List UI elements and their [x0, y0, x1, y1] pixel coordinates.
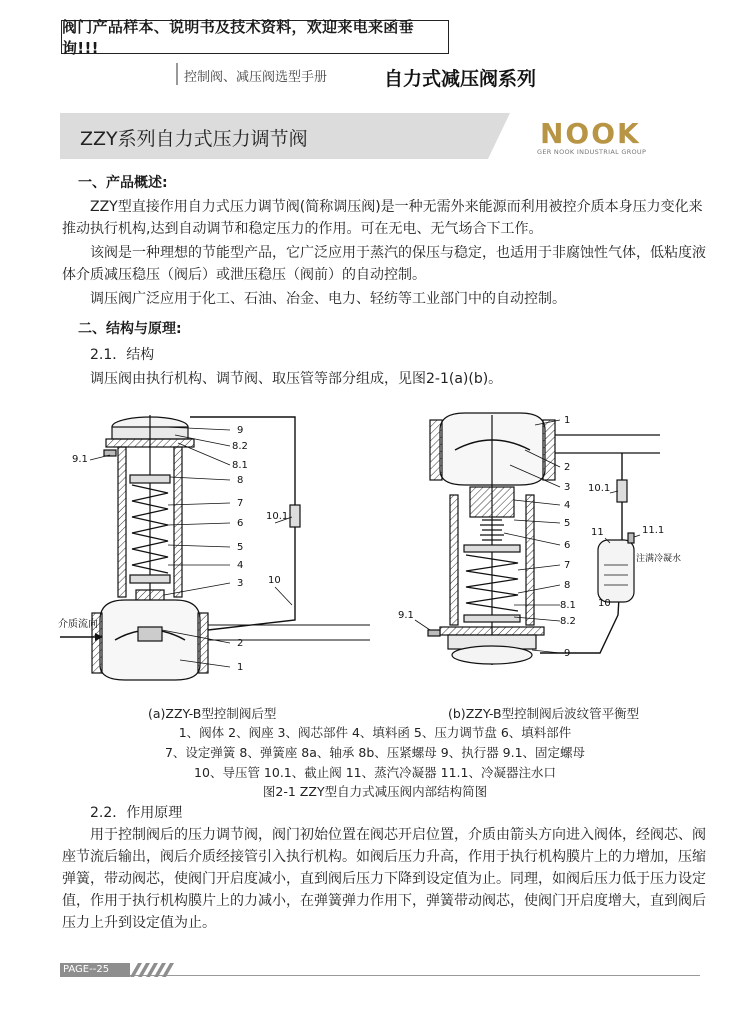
- legend-line-1: 1、阀体 2、阀座 3、阀芯部件 4、填料函 5、压力调节盘 6、填料部件: [178, 725, 572, 740]
- overview-p1-line2: 推动执行机构,达到自动调节和稳定压力的作用。可在无电、无气场合下工作。: [62, 221, 543, 237]
- header-divider: [176, 63, 178, 85]
- figure-title: 图2-1 ZZY型自力式减压阀内部结构简图: [262, 784, 488, 799]
- label-a-6: 6: [237, 518, 244, 529]
- label-b-3: 3: [564, 482, 571, 493]
- caption-b: (b)ZZY-B型控制阀后波纹管平衡型: [448, 706, 640, 721]
- contact-banner: 阀门产品样本、说明书及技术资料，欢迎来电来函垂询!!!: [61, 20, 449, 54]
- label-b-11-1: 11.1: [642, 525, 665, 536]
- label-a-2: 2: [237, 638, 244, 649]
- footer-stripes: [130, 963, 180, 977]
- overview-p3: 调压阀广泛应用于化工、石油、冶金、电力、轻纺等工业部门中的自动控制。: [90, 291, 566, 307]
- label-a-5: 5: [237, 542, 244, 553]
- water-label: 注满冷凝水: [636, 554, 682, 564]
- header-subtitle: 控制阀、减压阀选型手册: [184, 70, 328, 85]
- structure-subheading: 2.1．结构: [90, 347, 155, 363]
- label-b-9: 9: [564, 648, 571, 659]
- label-a-10-1: 10.1: [266, 511, 289, 522]
- label-a-7: 7: [237, 498, 244, 509]
- overview-p2-line1: 该阀是一种理想的节能型产品，它广泛应用于蒸汽的保压与稳定，也适用于非腐蚀性气体，低粘度液: [90, 245, 706, 261]
- label-b-8: 8: [564, 580, 571, 591]
- principle-subheading: 2.2．作用原理: [90, 805, 183, 821]
- principle-line-3: 弹簧，带动阀芯，使阀门开启度减小，直到阀后压力下降到设定值为止。同理，如阀后压力低于压力设定: [62, 871, 706, 887]
- flow-label: 介质流向: [58, 619, 98, 630]
- flow-arrow: [60, 633, 103, 641]
- principle-line-1: 用于控制阀后的压力调节阀，阀门初始位置在阀芯开启位置，介质由箭头方向进入阀体，经阀芯、阀: [90, 827, 706, 843]
- overview-p2-line2: 体介质减压稳压（阀后）或泄压稳压（阀前）的自动控制。: [62, 267, 426, 283]
- overview-p1-line1: ZZY型直接作用自力式压力调节阀(简称调压阀)是一种无需外来能源而利用被控介质本身压力变化来: [90, 199, 703, 215]
- diagram-a: [92, 415, 370, 680]
- caption-a: (a)ZZY-B型控制阀后型: [148, 706, 277, 721]
- label-b-10: 10: [598, 598, 611, 609]
- label-a-9: 9: [237, 425, 244, 436]
- page-title: ZZY系列自力式压力调节阀: [80, 128, 308, 150]
- structure-text: 调压阀由执行机构、调节阀、取压管等部分组成，见图2-1(a)(b)。: [90, 371, 503, 387]
- label-b-8-2: 8.2: [560, 616, 576, 627]
- valve-structure-diagram: [58, 405, 690, 690]
- section-heading-overview: 一、产品概述:: [78, 175, 168, 191]
- label-b-1: 1: [564, 415, 571, 426]
- section-heading-structure: 二、结构与原理:: [78, 321, 182, 337]
- label-b-2: 2: [564, 462, 571, 473]
- label-b-9-1: 9.1: [398, 610, 414, 621]
- label-a-8-2: 8.2: [232, 441, 248, 452]
- title-band-slash: [488, 113, 510, 159]
- label-a-8-1: 8.1: [232, 460, 248, 471]
- label-a-3: 3: [237, 578, 244, 589]
- page-number: PAGE--25: [63, 964, 110, 975]
- label-a-8: 8: [237, 475, 244, 486]
- nook-logo: NOOK: [540, 117, 641, 150]
- label-a-10: 10: [268, 575, 281, 586]
- label-b-11: 11: [591, 527, 604, 538]
- legend-line-2: 7、设定弹簧 8、弹簧座 8a、轴承 8b、压紧螺母 9、执行器 9.1、固定螺母: [164, 745, 586, 760]
- logo-tagline: GER NOOK INDUSTRIAL GROUP: [537, 148, 647, 156]
- label-a-4: 4: [237, 560, 244, 571]
- label-b-4: 4: [564, 500, 571, 511]
- legend-line-3: 10、导压管 10.1、截止阀 11、蒸汽冷凝器 11.1、冷凝器注水口: [194, 765, 556, 780]
- principle-line-4: 值，作用于执行机构膜片上的力减小，在弹簧弹力作用下，弹簧带动阀芯，使阀门开启度增大，直到阀后: [62, 893, 706, 909]
- principle-line-5: 压力上升到设定值为止。: [62, 915, 216, 931]
- principle-line-2: 座节流后输出，阀后介质经接管引入执行机构。如阀后压力升高，作用于执行机构膜片上的力增加，压缩: [62, 849, 706, 865]
- diagram-b: [428, 413, 660, 665]
- label-b-5: 5: [564, 518, 571, 529]
- label-b-6: 6: [564, 540, 571, 551]
- header-series-title: 自力式减压阀系列: [384, 68, 537, 90]
- label-b-8-1: 8.1: [560, 600, 576, 611]
- label-b-10-1: 10.1: [588, 483, 611, 494]
- label-a-9-1: 9.1: [72, 454, 88, 465]
- label-a-1: 1: [237, 662, 244, 673]
- label-b-7: 7: [564, 560, 571, 571]
